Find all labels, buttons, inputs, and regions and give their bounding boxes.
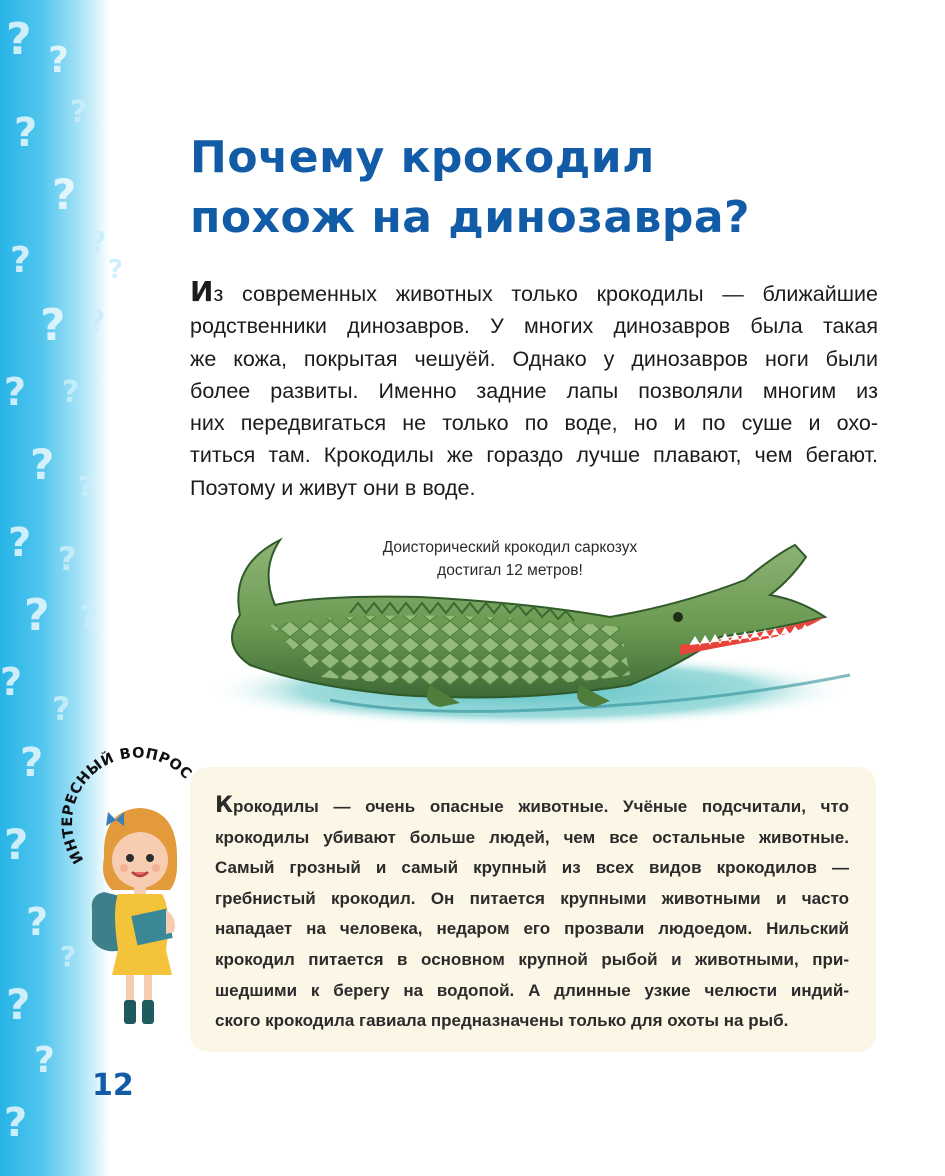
- question-mark-decor: ?: [20, 740, 44, 786]
- question-mark-decor: ?: [62, 375, 80, 410]
- caption-line: Доисторический крокодил саркозух: [382, 539, 638, 556]
- intro-line: титься там. Крокодилы же гораздо лучше плавают, чем бегают.: [190, 443, 878, 468]
- intro-paragraph: [190, 275, 878, 504]
- fact-line: крокодилы убивают больше людей, чем все остальные животные.: [215, 827, 849, 847]
- question-mark-decor: ?: [4, 1100, 28, 1146]
- fact-line: крокодил питается в основном крупной рыбой и животными, при-: [215, 949, 849, 969]
- question-mark-decor: ?: [10, 240, 31, 281]
- illustration-caption: [360, 536, 660, 582]
- question-mark-decor: ?: [78, 470, 95, 503]
- fact-line: гребнистый крокодил. Он питается крупными животными и часто: [215, 888, 849, 908]
- title-line: Почему крокодил: [190, 132, 655, 183]
- question-mark-decor: ?: [4, 370, 27, 414]
- intro-line: родственники динозавров. У многих динозавров была такая: [190, 314, 878, 339]
- badge-label: ИНТЕРЕСНЫЙ ВОПРОС: [60, 745, 195, 867]
- intro-line: более развиты. Именно задние лапы позволяли многим из: [190, 378, 878, 403]
- question-mark-decor: ?: [88, 305, 106, 340]
- page-number: 12: [92, 1068, 134, 1103]
- page-title: [190, 128, 750, 248]
- boot: [124, 1000, 136, 1024]
- intro-line: [190, 275, 878, 310]
- girl-face: [112, 832, 168, 888]
- question-mark-decor: ?: [6, 980, 31, 1029]
- question-mark-decor: ?: [34, 1040, 55, 1081]
- fact-paragraph: [215, 792, 849, 1037]
- question-mark-decor: ?: [52, 690, 71, 728]
- question-mark-decor: ?: [90, 225, 107, 258]
- fact-line: Самый грозный и самый крупный из всех видов крокодилов —: [215, 858, 849, 878]
- question-mark-decor: ?: [4, 820, 29, 869]
- question-mark-decor: ?: [6, 14, 32, 65]
- fact-line: ского крокодила гавиала предназначены только для охоты на рыб.: [215, 1011, 789, 1031]
- boot: [142, 1000, 154, 1024]
- question-mark-decor: ?: [26, 900, 49, 944]
- question-mark-decor: ?: [14, 110, 38, 156]
- question-mark-decor: ?: [108, 255, 124, 285]
- girl-with-backpack-illustration: [82, 800, 192, 1030]
- drop-cap: И: [190, 275, 214, 308]
- question-mark-decor: ?: [58, 540, 77, 578]
- crocodile-eye: [673, 612, 683, 622]
- question-mark-decor: ?: [40, 300, 66, 351]
- intro-line: Поэтому и живут они в воде.: [190, 475, 476, 500]
- question-mark-decor: ?: [30, 440, 55, 489]
- question-mark-decor: ?: [52, 170, 77, 219]
- question-mark-decor: ?: [48, 40, 69, 81]
- title-line: похож на динозавра?: [190, 192, 751, 243]
- question-mark-decor: ?: [8, 520, 32, 566]
- caption-line: достигал 12 метров!: [437, 562, 583, 579]
- question-mark-decor: ?: [80, 600, 98, 635]
- question-mark-decor: ?: [24, 590, 50, 641]
- intro-line: же кожа, покрытая чешуёй. Однако у динозавров ноги были: [190, 346, 878, 371]
- question-mark-decor: ?: [70, 95, 88, 130]
- question-mark-decor: ?: [0, 660, 23, 704]
- fact-line: нападает на человека, недаром его прозвали людоедом. Нильский: [215, 919, 849, 939]
- fact-line-text: рокодилы — очень опасные животные. Учёные подсчитали, что: [232, 797, 849, 816]
- question-mark-decor: ?: [60, 940, 77, 973]
- intro-line-text: з современных животных только крокодилы — ближайшие: [213, 282, 878, 306]
- fact-line: шедшими к берегу на водопой. А длинные узкие челюсти индий-: [215, 980, 849, 1000]
- intro-line: них передвигаться не только по воде, но и по суше и охо-: [190, 411, 878, 436]
- drop-cap: К: [215, 793, 233, 818]
- fact-line: [215, 792, 849, 823]
